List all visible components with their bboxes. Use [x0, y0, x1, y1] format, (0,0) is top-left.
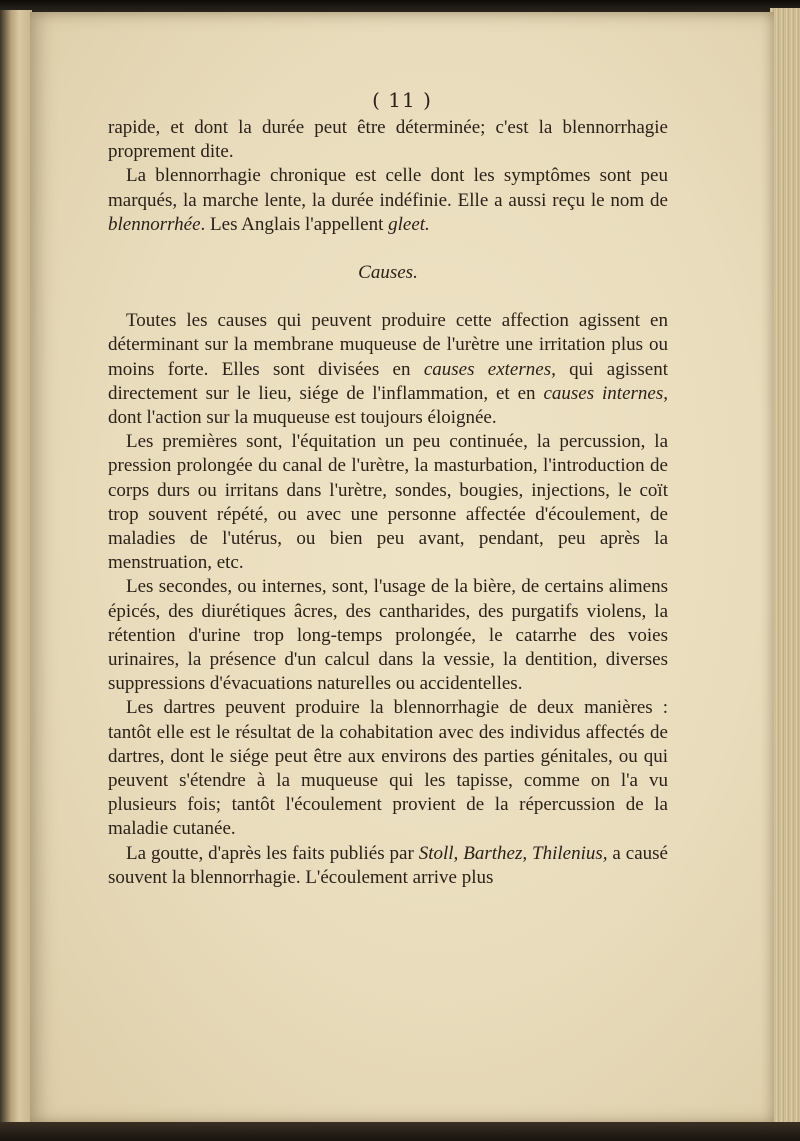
paragraph-goutte — [108, 842, 668, 890]
paragraph-dartres: Les dartres peuvent produire la blennorrhagie de deux manières : tantôt elle est le résultat de la cohabitation avec des individus affectés de dartres, dont le siége peut être aux environs des parties génitales, ou qui peuvent s'étendre à la muqueuse qui les tapisse, comme on l'a vu plusieurs fois; tantôt l'écoulement provient de la répercussion de la maladie cutanée. — [108, 697, 668, 840]
paragraph-text: . Les Anglais l'appellent — [200, 213, 389, 235]
paragraph-text: dont l'action sur la muqueuse est toujours éloignée. — [108, 407, 497, 429]
paragraph-text: La blennorrhagie chronique est celle dont les symptômes sont peu marqués, la marche lente, la durée indéfinie. Elle a aussi reçu le nom de — [108, 165, 668, 211]
page-sheet — [30, 12, 774, 1124]
paragraph-internal-causes: Les secondes, ou internes, sont, l'usage de la bière, de certains alimens épicés, des diurétiques âcres, des cantharides, des purgatifs violens, la rétention d'urine trop long-temps prolongée, le catarrhe des voies urinaires, la présence d'un calcul dans la vessie, la dentition, diverses suppressions d'évacuations naturelles ou accidentelles. — [108, 576, 668, 695]
book-gutter — [0, 10, 32, 1141]
paragraph-chronic-blennorrhagia — [108, 164, 668, 237]
paragraph-causes-intro — [108, 309, 668, 430]
term-blennorrhee: blennorrhée — [108, 213, 201, 235]
term-gleet: gleet. — [388, 213, 430, 235]
paragraph-text: qui agissent directement sur le lieu, siége de l'inflammation, et en — [108, 358, 668, 404]
paragraph-continuation: rapide, et dont la durée peut être déterminée; c'est la blennorrhagie proprement dite. — [108, 117, 668, 163]
book-bottom-edge — [0, 1122, 800, 1141]
term-causes-externes: causes externes, — [423, 358, 556, 380]
paragraph-external-causes: Les premières sont, l'équitation un peu continuée, la percussion, la pression prolongée du canal de l'urètre, la masturbation, l'introduction de corps durs ou irritans dans l'urètre, sondes, bougies, injections, le coït trop souvent répété, ou avec une personne affectée d'écoulement, de maladies de l'utérus, ou bien peu avant, pendant, peu après la menstruation, etc. — [108, 431, 668, 574]
cited-authors: Stoll, Barthez, Thilenius, — [418, 842, 608, 864]
section-heading: Causes. — [358, 262, 418, 284]
paragraph-text: a causé souvent la blennorrhagie. L'écoulement arrive plus — [108, 842, 668, 888]
book-top-edge — [0, 0, 800, 12]
term-causes-internes: causes internes, — [543, 382, 668, 404]
book-page-stack-edge — [770, 8, 800, 1141]
page-number: ( 11 ) — [372, 88, 432, 112]
paragraph-text: Toutes les causes qui peuvent produire cette affection agissent en déterminant sur la membrane muqueuse de l'urètre une irritation plus ou moins forte. Elles sont divisées en — [108, 310, 668, 380]
paragraph-text: La goutte, d'après les faits publiés par — [126, 842, 419, 864]
page-body — [108, 116, 668, 890]
